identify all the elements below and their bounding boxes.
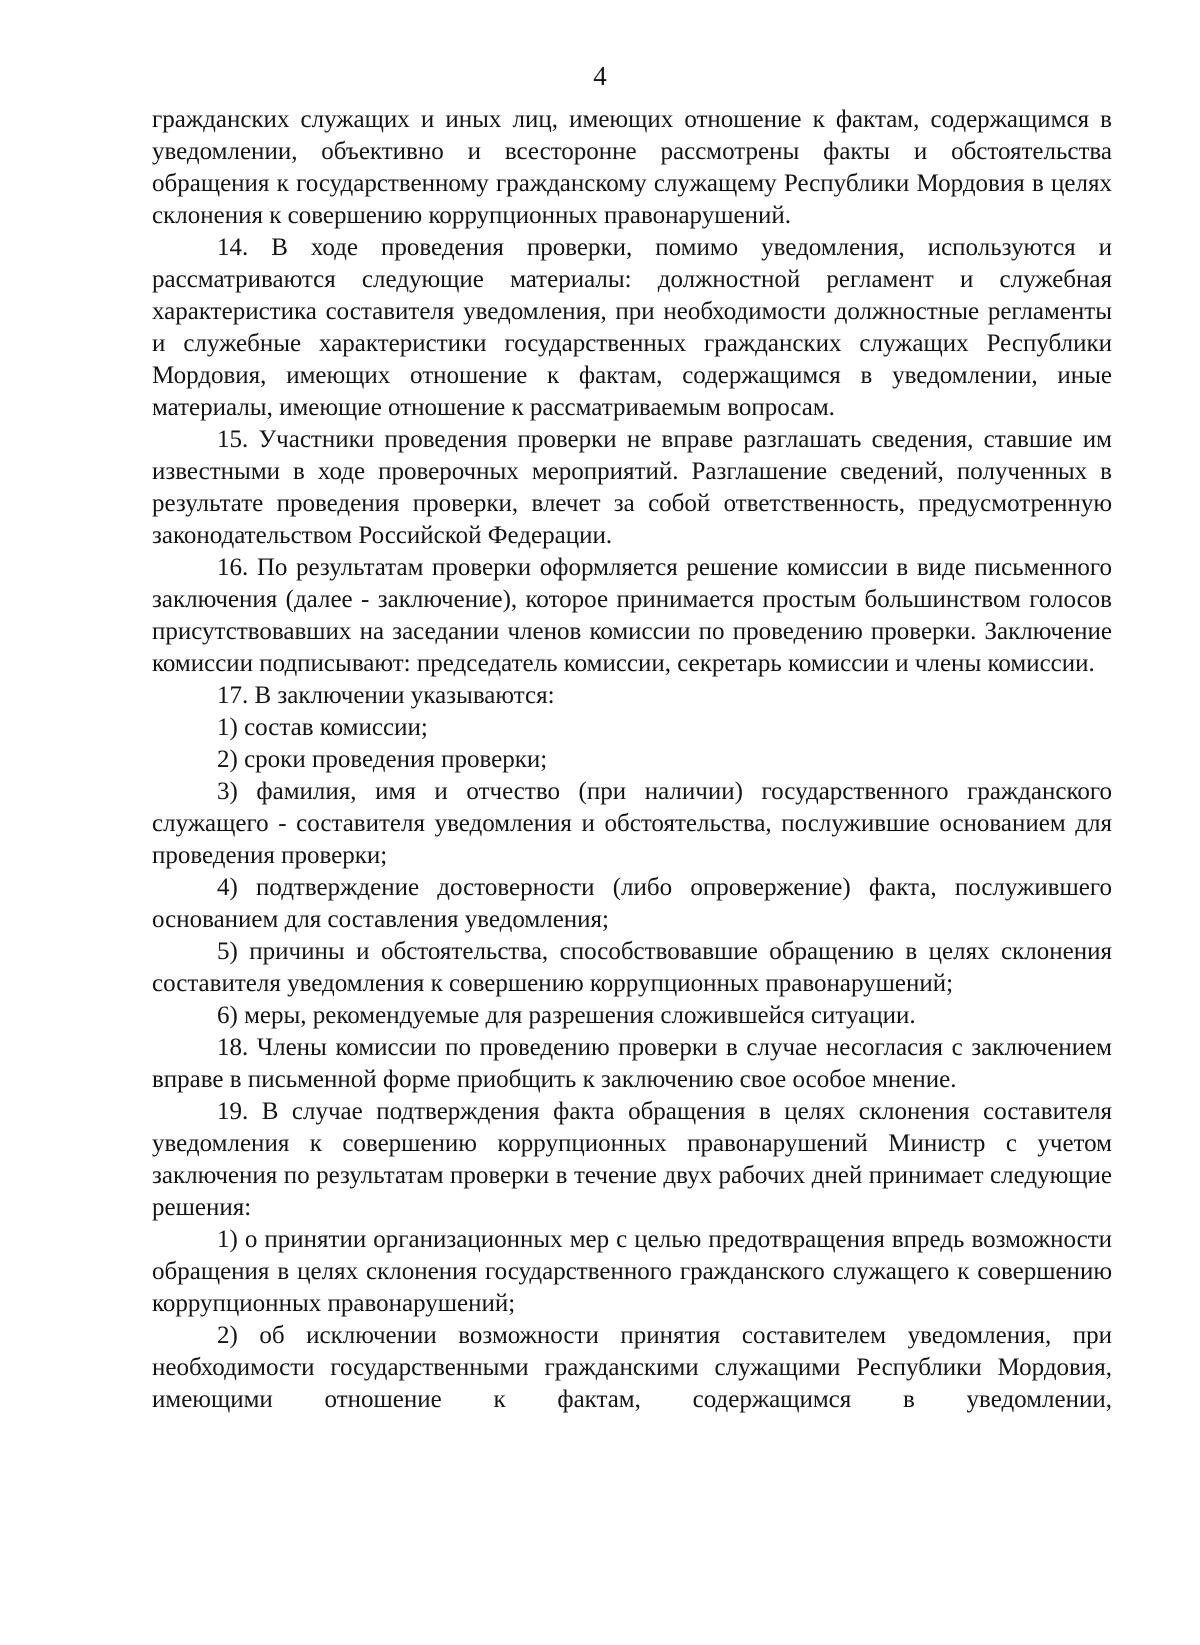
paragraph-16: 16. По результатам проверки оформляется решение комиссии в виде письменного заключения (далее - заключение), которое принимается простым большинством голосов присутствовавших на заседании членов комиссии по проведению проверки. Заключение комиссии подписывают: председатель комиссии, секретарь комиссии и члены комиссии. [152,554,1112,677]
paragraph-19: 19. В случае подтверждения факта обращения в целях склонения составителя уведомления к совершению коррупционных правонарушений Министр с учетом заключения по результатам проверки в течение двух рабочих дней принимает следующие решения: [152,1098,1112,1221]
paragraph-15: 15. Участники проведения проверки не вправе разглашать сведения, ставшие им известными в ходе проверочных мероприятий. Разглашение сведений, полученных в результате проведения проверки, влечет за собой ответственность, предусмотренную законодательством Российской Федерации. [152,426,1112,549]
paragraph-17-item-3: 3) фамилия, имя и отчество (при наличии) государственного гражданского служащего - составителя уведомления и обстоятельства, послужившие основанием для проведения проверки; [152,778,1112,869]
paragraph-13-continuation: гражданских служащих и иных лиц, имеющих отношение к фактам, содержащимся в уведомлении, объективно и всесторонне рассмотрены факты и обстоятельства обращения к государственному гражданскому служащему Республики Мордовия в целях склонения к совершению коррупционных правонарушений. [152,106,1112,229]
page-number: 4 [593,61,607,91]
paragraph-17-item-5: 5) причины и обстоятельства, способствовавшие обращению в целях склонения составителя уведомления к совершению коррупционных правонарушений; [152,938,1112,997]
paragraph-17: 17. В заключении указываются: [217,682,555,709]
paragraph-17-item-6: 6) меры, рекомендуемые для разрешения сложившейся ситуации. [217,1002,916,1029]
paragraph-19-item-1: 1) о принятии организационных мер с целью предотвращения впредь возможности обращения в целях склонения государственного гражданского служащего к совершению коррупционных правонарушений; [152,1226,1112,1317]
document-body [152,104,1112,1416]
paragraph-17-item-1: 1) состав комиссии; [217,714,428,741]
paragraph-17-item-2: 2) сроки проведения проверки; [217,746,548,773]
paragraph-19-item-2: 2) об исключении возможности принятия составителем уведомления, при необходимости государственными гражданскими служащими Республики Мордовия, имеющими отношение к фактам, содержащимся в уведомлении, [152,1322,1112,1413]
paragraph-18: 18. Члены комиссии по проведению проверки в случае несогласия с заключением вправе в письменной форме приобщить к заключению свое особое мнение. [152,1034,1112,1093]
paragraph-17-item-4: 4) подтверждение достоверности (либо опровержение) факта, послужившего основанием для составления уведомления; [152,874,1112,933]
paragraph-14: 14. В ходе проведения проверки, помимо уведомления, используются и рассматриваются следующие материалы: должностной регламент и служебная характеристика составителя уведомления, при необходимости должностные регламенты и служебные характеристики государственных гражданских служащих Республики Мордовия, имеющих отношение к фактам, содержащимся в уведомлении, иные материалы, имеющие отношение к рассматриваемым вопросам. [152,234,1112,421]
